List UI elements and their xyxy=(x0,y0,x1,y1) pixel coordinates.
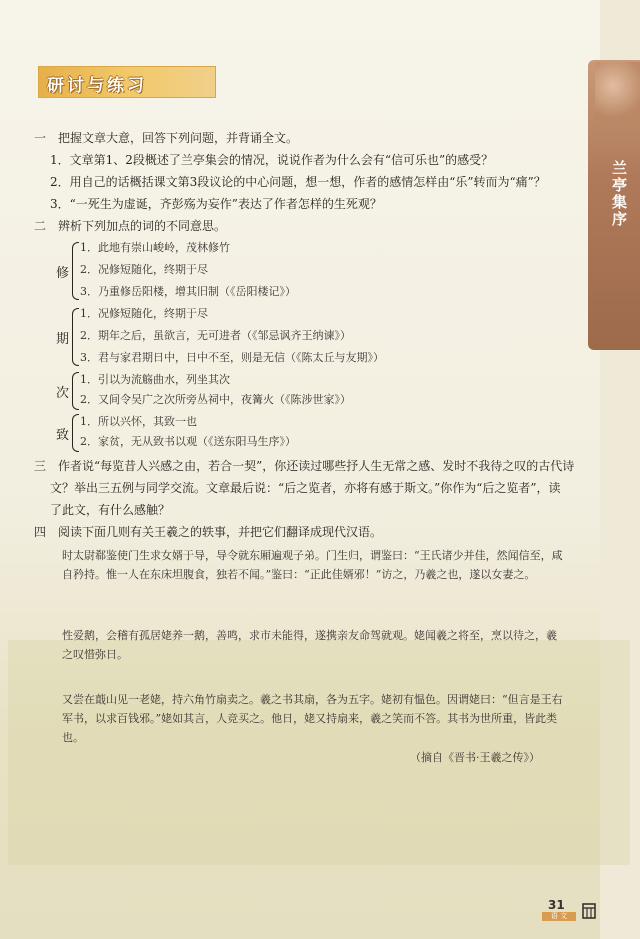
page-number: 31 xyxy=(548,898,565,912)
q2-group-item: 2．期年之后，虽欲言，无可进者（《邹忌讽齐王纳谏》） xyxy=(80,329,351,342)
q3-line-3: 了此文，有什么感触？ xyxy=(50,503,171,517)
section-header-title: 研讨与练习 xyxy=(47,76,147,96)
q1-item-3: 3．“一死生为虚诞，齐彭殇为妄作”表达了作者怎样的生死观？ xyxy=(50,197,382,211)
brace-icon xyxy=(72,242,79,300)
q2-group-item: 1．所以兴怀，其致一也 xyxy=(80,415,197,428)
q2-group-item: 2．况修短随化，终期于尽 xyxy=(80,263,208,276)
q2-group-char: 修 xyxy=(56,266,70,281)
brace-icon xyxy=(72,414,79,452)
q2-group-item: 1．况修短随化，终期于尽 xyxy=(80,307,208,320)
page-number-block xyxy=(538,898,588,922)
page-label: 语 文 xyxy=(542,912,576,921)
side-tab-label: 兰亭集序 xyxy=(610,160,628,228)
q2-group-char: 致 xyxy=(56,428,70,443)
q2-group-item: 2．又间令吴广之次所旁丛祠中，夜篝火（《陈涉世家》） xyxy=(80,393,351,406)
q4-passage-1: 时太尉郗鉴使门生求女婿于导，导令就东厢遍观子弟。门生归，谓鉴曰：“王氏诸少并佳，然闻信至，咸自矜持。惟一人在东床坦腹食，独若不闻。”鉴曰：“正此佳婿邪！”访之，乃羲之也，遂以女妻之。 xyxy=(62,549,563,581)
q2-group-item: 1．引以为流觞曲水，列坐其次 xyxy=(80,373,230,386)
q2-group-char: 次 xyxy=(56,386,70,401)
side-tab-decoration xyxy=(595,62,640,122)
brace-icon xyxy=(72,372,79,410)
q1-prompt: 一 把握文章大意，回答下列问题，并背诵全文。 xyxy=(34,131,299,145)
q2-group-char: 期 xyxy=(56,332,70,347)
q2-group-item: 3．君与家君期日中，日中不至，则是无信（《陈太丘与友期》） xyxy=(80,351,384,364)
q2-group-item: 2．家贫，无从致书以观（《送东阳马生序》） xyxy=(80,435,296,448)
q1-item-1: 1．文章第1、2段概述了兰亭集会的情况，说说作者为什么会有“信可乐也”的感受？ xyxy=(50,153,494,167)
q3-line-1: 三 作者说“每览昔人兴感之由，若合一契”，你还读过哪些抒人生无常之感、发时不我待之叹的古代诗 xyxy=(34,459,575,473)
q1-item-2: 2．用自己的话概括课文第3段议论的中心问题，想一想，作者的感情怎样由“乐”转而为“痛”？ xyxy=(50,175,546,189)
section-header-banner xyxy=(38,66,216,98)
book-icon xyxy=(582,902,596,920)
q4-source: （摘自《晋书·王羲之传》） xyxy=(410,751,540,764)
brace-icon xyxy=(72,308,79,366)
q4-passage-3: 又尝在蕺山见一老姥，持六角竹扇卖之。羲之书其扇，各为五字。姥初有愠色。因谓姥曰：“但言是王右军书，以求百钱邪。”姥如其言，人竞买之。他日，姥又持扇来，羲之笑而不答。其书为世所重，皆此类也。 xyxy=(62,693,563,744)
q2-group-item: 1．此地有崇山峻岭，茂林修竹 xyxy=(80,241,230,254)
q3-line-2: 文？举出三五例与同学交流。文章最后说：“后之览者，亦将有感于斯文。”你作为“后之览者”，读 xyxy=(50,481,561,495)
q2-prompt: 二 辨析下列加点的词的不同意思。 xyxy=(34,219,227,233)
q4-passage-2: 性爱鹅，会稽有孤居姥养一鹅，善鸣，求市未能得，遂携亲友命驾就观。姥闻羲之将至，烹以待之，羲之叹惜弥日。 xyxy=(62,629,557,661)
q4-prompt: 四 阅读下面几则有关王羲之的轶事，并把它们翻译成现代汉语。 xyxy=(34,525,383,539)
q2-group-item: 3．乃重修岳阳楼，增其旧制（《岳阳楼记》） xyxy=(80,285,296,298)
